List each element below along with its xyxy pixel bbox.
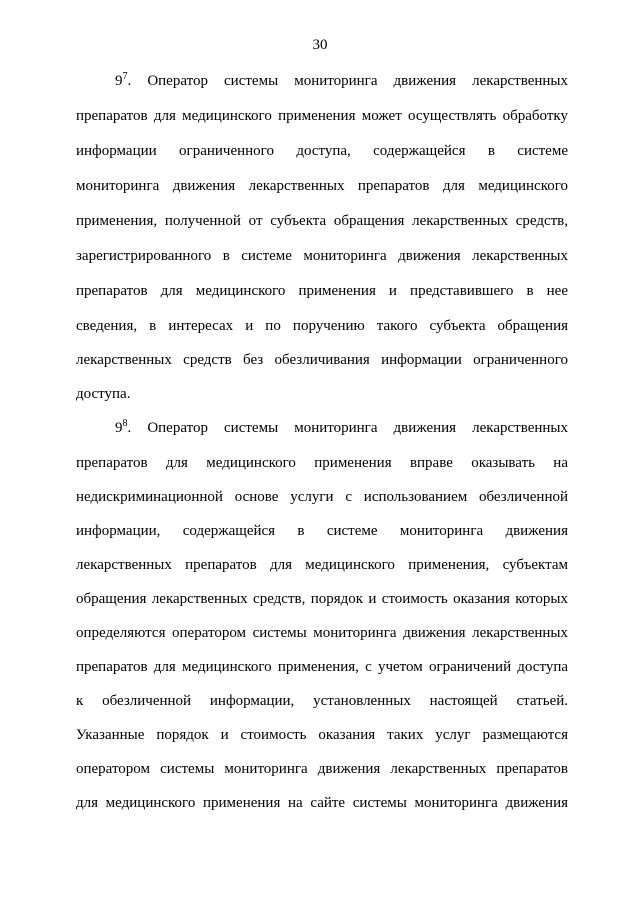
paragraph-number-superscript: 8 (122, 418, 128, 429)
paragraph-line: доступа. (76, 386, 131, 402)
paragraph-line (115, 419, 568, 437)
paragraph-line: препаратов для медицинского применения и представившего в нее (76, 283, 568, 299)
paragraph-number-superscript: 7 (122, 71, 128, 82)
paragraph-text: . Оператор системы мониторинга движения лекарственных (127, 73, 568, 89)
paragraph-line (115, 72, 568, 90)
paragraph-line: обращения лекарственных средств, порядок и стоимость оказания которых (76, 591, 568, 607)
paragraph-line: информации, содержащейся в системе мониторинга движения (76, 523, 568, 539)
paragraph-line: зарегистрированного в системе мониторинга движения лекарственных (76, 248, 568, 264)
paragraph-line: применения, полученной от субъекта обращения лекарственных средств, (76, 213, 568, 229)
paragraph-line: недискриминационной основе услуги с использованием обезличенной (76, 489, 568, 505)
paragraph-line: определяются оператором системы мониторинга движения лекарственных (76, 625, 568, 641)
paragraph-number: 9 (115, 420, 123, 436)
page-number: 30 (312, 37, 328, 53)
paragraph-line: лекарственных препаратов для медицинского применения, субъектам (76, 557, 568, 573)
paragraph-line: оператором системы мониторинга движения лекарственных препаратов (76, 761, 568, 777)
paragraph-line: для медицинского применения на сайте системы мониторинга движения (76, 795, 568, 811)
paragraph-number: 9 (115, 73, 123, 89)
paragraph-line: Указанные порядок и стоимость оказания таких услуг размещаются (76, 727, 568, 743)
paragraph-line: к обезличенной информации, установленных настоящей статьей. (76, 693, 568, 709)
paragraph-line: информации ограниченного доступа, содержащейся в системе (76, 143, 568, 159)
paragraph-line: препаратов для медицинского применения вправе оказывать на (76, 455, 568, 471)
paragraph-line: препаратов для медицинского применения может осуществлять обработку (76, 108, 568, 124)
paragraph-line: сведения, в интересах и по поручению такого субъекта обращения (76, 318, 568, 334)
paragraph-text: . Оператор системы мониторинга движения лекарственных (127, 420, 568, 436)
paragraph-line: препаратов для медицинского применения, с учетом ограничений доступа (76, 659, 568, 675)
paragraph-line: мониторинга движения лекарственных препаратов для медицинского (76, 178, 568, 194)
paragraph-line: лекарственных средств без обезличивания информации ограниченного (76, 352, 568, 368)
